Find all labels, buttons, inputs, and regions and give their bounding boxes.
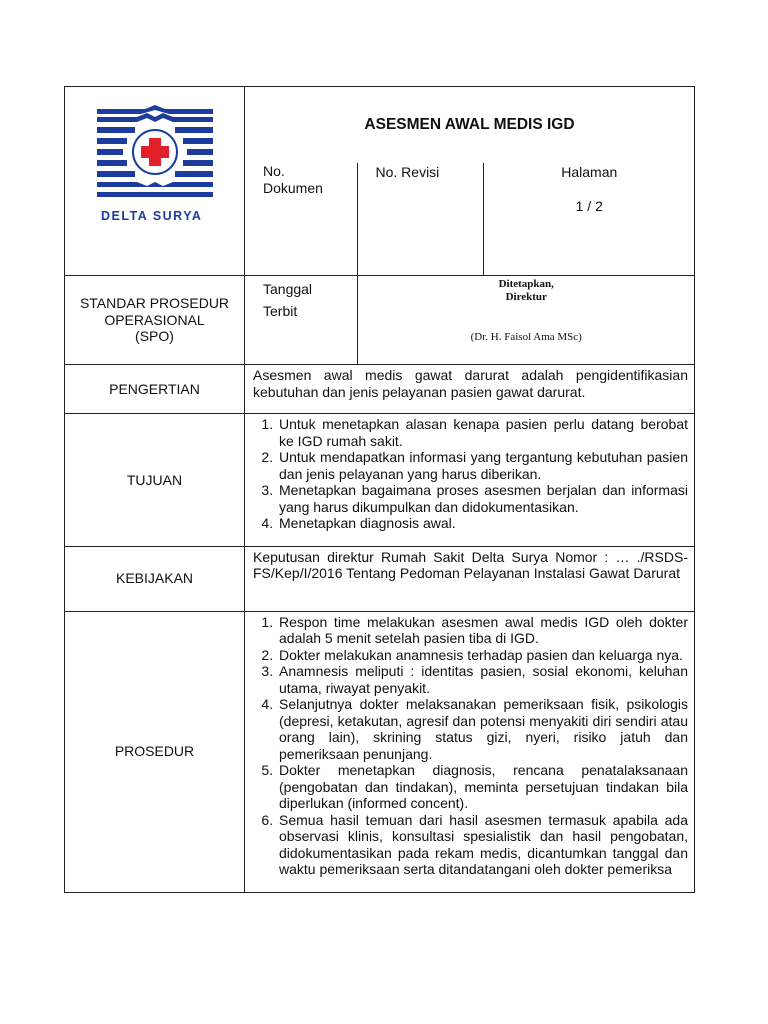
tanggal-terbit-cell bbox=[245, 276, 357, 364]
spo-document bbox=[64, 86, 694, 893]
red-cross-hospital-logo-icon bbox=[97, 105, 213, 203]
terbit-label: Terbit bbox=[263, 303, 298, 319]
list-item: 5. Dokter menetapkan diagnosis, rencana penatalaksanaan (pengobatan dan tindakan), meminta persetujuan tindakan bila diperlukan (informed concent). bbox=[277, 762, 688, 812]
list-item: 2. Untuk mendapatkan informasi yang tergantung kebutuhan pasien dan jenis pelayanan yang harus diberikan. bbox=[277, 449, 688, 482]
kebijakan-text: Keputusan direktur Rumah Sakit Delta Surya Nomor : … ./RSDS-FS/Kep/I/2016 Tentang Pedoman Pelayanan Instalasi Gawat Darurat bbox=[245, 546, 695, 611]
spo-label-line3: (SPO) bbox=[135, 328, 174, 345]
halaman-label: Halaman bbox=[561, 164, 618, 180]
no-dokumen-label: No. Dokumen bbox=[263, 163, 323, 196]
spo-row bbox=[65, 276, 695, 365]
header-inner bbox=[245, 87, 694, 163]
logo-cell bbox=[65, 87, 245, 276]
tujuan-row bbox=[65, 414, 695, 547]
ditetapkan-label: Ditetapkan, bbox=[498, 278, 554, 290]
spo-right-cell bbox=[245, 276, 695, 365]
list-item: 1. Untuk menetapkan alasan kenapa pasien perlu datang berobat ke IGD rumah sakit. bbox=[277, 416, 688, 449]
spo-label-line2: OPERASIONAL bbox=[104, 311, 205, 328]
list-item: 3. Anamnesis meliputi : identitas pasien, sosial ekonomi, keluhan utama, riwayat penyakit. bbox=[277, 663, 688, 696]
list-item: 6. Semua hasil temuan dari hasil asesmen termasuk apabila ada observasi klinis, konsultasi spesialistik dan hasil pengobatan, didokumentasikan pada rekam medis, dicantumkan tanggal dan waktu pemeriksaan serta ditandatangani oleh dokter pemeriksa bbox=[277, 812, 688, 878]
tujuan-cell bbox=[245, 414, 695, 547]
signature-cell bbox=[357, 276, 695, 364]
halaman-cell bbox=[483, 163, 695, 275]
list-item: 1. Respon time melakukan asesmen awal medis IGD oleh dokter adalah 5 menit setelah pasien tiba di IGD. bbox=[277, 614, 688, 647]
list-item: 4. Menetapkan diagnosis awal. bbox=[277, 515, 688, 532]
no-revisi-label: No. Revisi bbox=[357, 163, 483, 275]
pengertian-text: Asesmen awal medis gawat darurat adalah pengidentifikasian kebutuhan dan jenis pelayanan pasien gawat darurat. bbox=[245, 365, 695, 414]
document-meta bbox=[245, 163, 695, 275]
spo-label-cell bbox=[65, 276, 245, 365]
tujuan-list bbox=[253, 416, 688, 532]
spo-table bbox=[64, 86, 695, 893]
tanggal-label: Tanggal bbox=[263, 281, 313, 297]
spo-inner bbox=[245, 276, 695, 364]
header-row bbox=[65, 87, 695, 276]
spo-label-line1: STANDAR PROSEDUR bbox=[79, 295, 230, 312]
prosedur-cell bbox=[245, 611, 695, 892]
list-item: 2. Dokter melakukan anamnesis terhadap pasien dan keluarga nya. bbox=[277, 647, 688, 664]
list-item: 3. Menetapkan bagaimana proses asesmen berjalan dan informasi yang harus dikumpulkan dan didokumentasikan. bbox=[277, 482, 688, 515]
prosedur-list bbox=[253, 614, 688, 878]
tujuan-label: TUJUAN bbox=[65, 414, 245, 547]
kebijakan-row bbox=[65, 546, 695, 611]
halaman-value: 1 / 2 bbox=[575, 197, 603, 214]
logo-text: DELTA SURYA bbox=[101, 208, 203, 223]
list-item: 4. Selanjutnya dokter melaksanakan pemeriksaan fisik, psikologis (depresi, ketakutan, agresif dan potensi menyakiti diri sendiri atau orang lain), skrining status gizi, nyeri, risiko jatuh dan pemeriksaan penunjang. bbox=[277, 696, 688, 762]
kebijakan-label: KEBIJAKAN bbox=[65, 546, 245, 611]
prosedur-label: PROSEDUR bbox=[65, 611, 245, 892]
pengertian-row bbox=[65, 365, 695, 414]
pengertian-label: PENGERTIAN bbox=[65, 365, 245, 414]
direktur-name: (Dr. H. Faisol Ama MSc) bbox=[470, 331, 582, 343]
prosedur-row bbox=[65, 611, 695, 892]
header-right-cell bbox=[245, 87, 695, 276]
direktur-label: Direktur bbox=[505, 291, 547, 303]
document-title: ASESMEN AWAL MEDIS IGD bbox=[364, 115, 575, 133]
